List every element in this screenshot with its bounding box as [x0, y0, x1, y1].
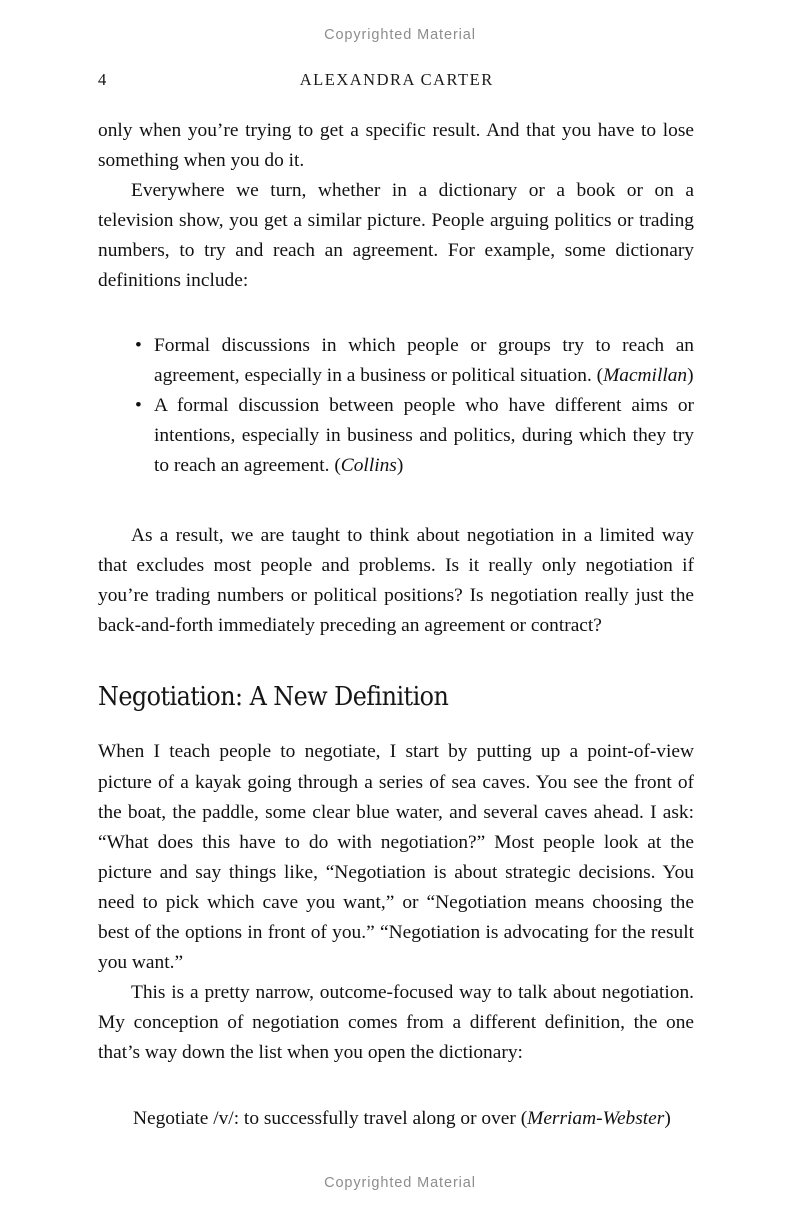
extract-spacer-top	[98, 1068, 694, 1104]
copyright-watermark-bottom: Copyrighted Material	[324, 1175, 476, 1191]
paragraph-continuation: only when you’re trying to get a specific result. And that you have to lose something when you do it.	[98, 120, 694, 172]
source-citation: Collins	[340, 454, 397, 476]
list-item	[98, 331, 694, 391]
list-item-text-after: )	[687, 364, 694, 386]
source-citation: Macmillan	[603, 364, 688, 386]
list-item	[98, 391, 694, 481]
list-item-text-after: )	[396, 454, 404, 476]
extract-text: Negotiate /v/: to successfully travel along or over (	[133, 1108, 528, 1130]
list-item-text: Formal discussions in which people or groups try to reach an agreement, especially in a business or political situation. (	[154, 334, 694, 386]
list-spacer-top	[98, 297, 694, 331]
copyright-watermark-top: Copyrighted Material	[324, 27, 476, 43]
bullet-icon: •	[135, 334, 142, 356]
dictionary-definitions-list	[98, 331, 694, 481]
section-heading: Negotiation: A New Definition	[98, 681, 449, 713]
paragraph-this-is-a-pretty-narrow: This is a pretty narrow, outcome-focused way to talk about negotiation. My conception of negotiation comes from a different definition, the one that’s way down the list when you open the dictionary:	[98, 982, 694, 1064]
source-citation: Merriam-Webster	[527, 1108, 665, 1130]
extract-text-after: )	[664, 1108, 671, 1130]
paragraph-everywhere-we-turn: Everywhere we turn, whether in a dictionary or a book or on a television show, you get a similar picture. People arguing politics or trading numbers, to try and reach an agreement. For example, some dictionary definitions include:	[98, 180, 694, 292]
paragraph-as-a-result: As a result, we are taught to think about negotiation in a limited way that excludes most people and problems. Is it really only negotiation if you’re trading numbers or political positions? Is negotiation really just the back-and-forth immediately preceding an agreement or contract?	[98, 525, 694, 637]
paragraph-when-i-teach: When I teach people to negotiate, I start by putting up a point-of-view picture of a kayak going through a series of sea caves. You see the front of the boat, the paddle, some clear blue water, and several caves ahead. I ask: “What does this have to do with negotiation?” Most people look at the picture and say things like, “Negotiation is about strategic decisions. You need to pick which cave you want,” or “Negotiation means choosing the best of the options in front of you.” “Negotiation is advocating for the result you want.”	[98, 741, 694, 974]
heading-spacer-bottom	[98, 713, 694, 737]
text-block	[98, 116, 694, 1135]
list-spacer-bottom	[98, 481, 694, 521]
running-head-title: ALEXANDRA CARTER	[299, 70, 494, 89]
bullet-icon: •	[135, 394, 142, 416]
dictionary-extract	[98, 1104, 694, 1134]
list-item-text: A formal discussion between people who have different aims or intentions, especially in business and politics, during which they try to reach an agreement. (	[154, 394, 694, 476]
heading-spacer-top	[98, 641, 694, 681]
running-head	[98, 69, 694, 91]
page-number: 4	[98, 70, 107, 89]
